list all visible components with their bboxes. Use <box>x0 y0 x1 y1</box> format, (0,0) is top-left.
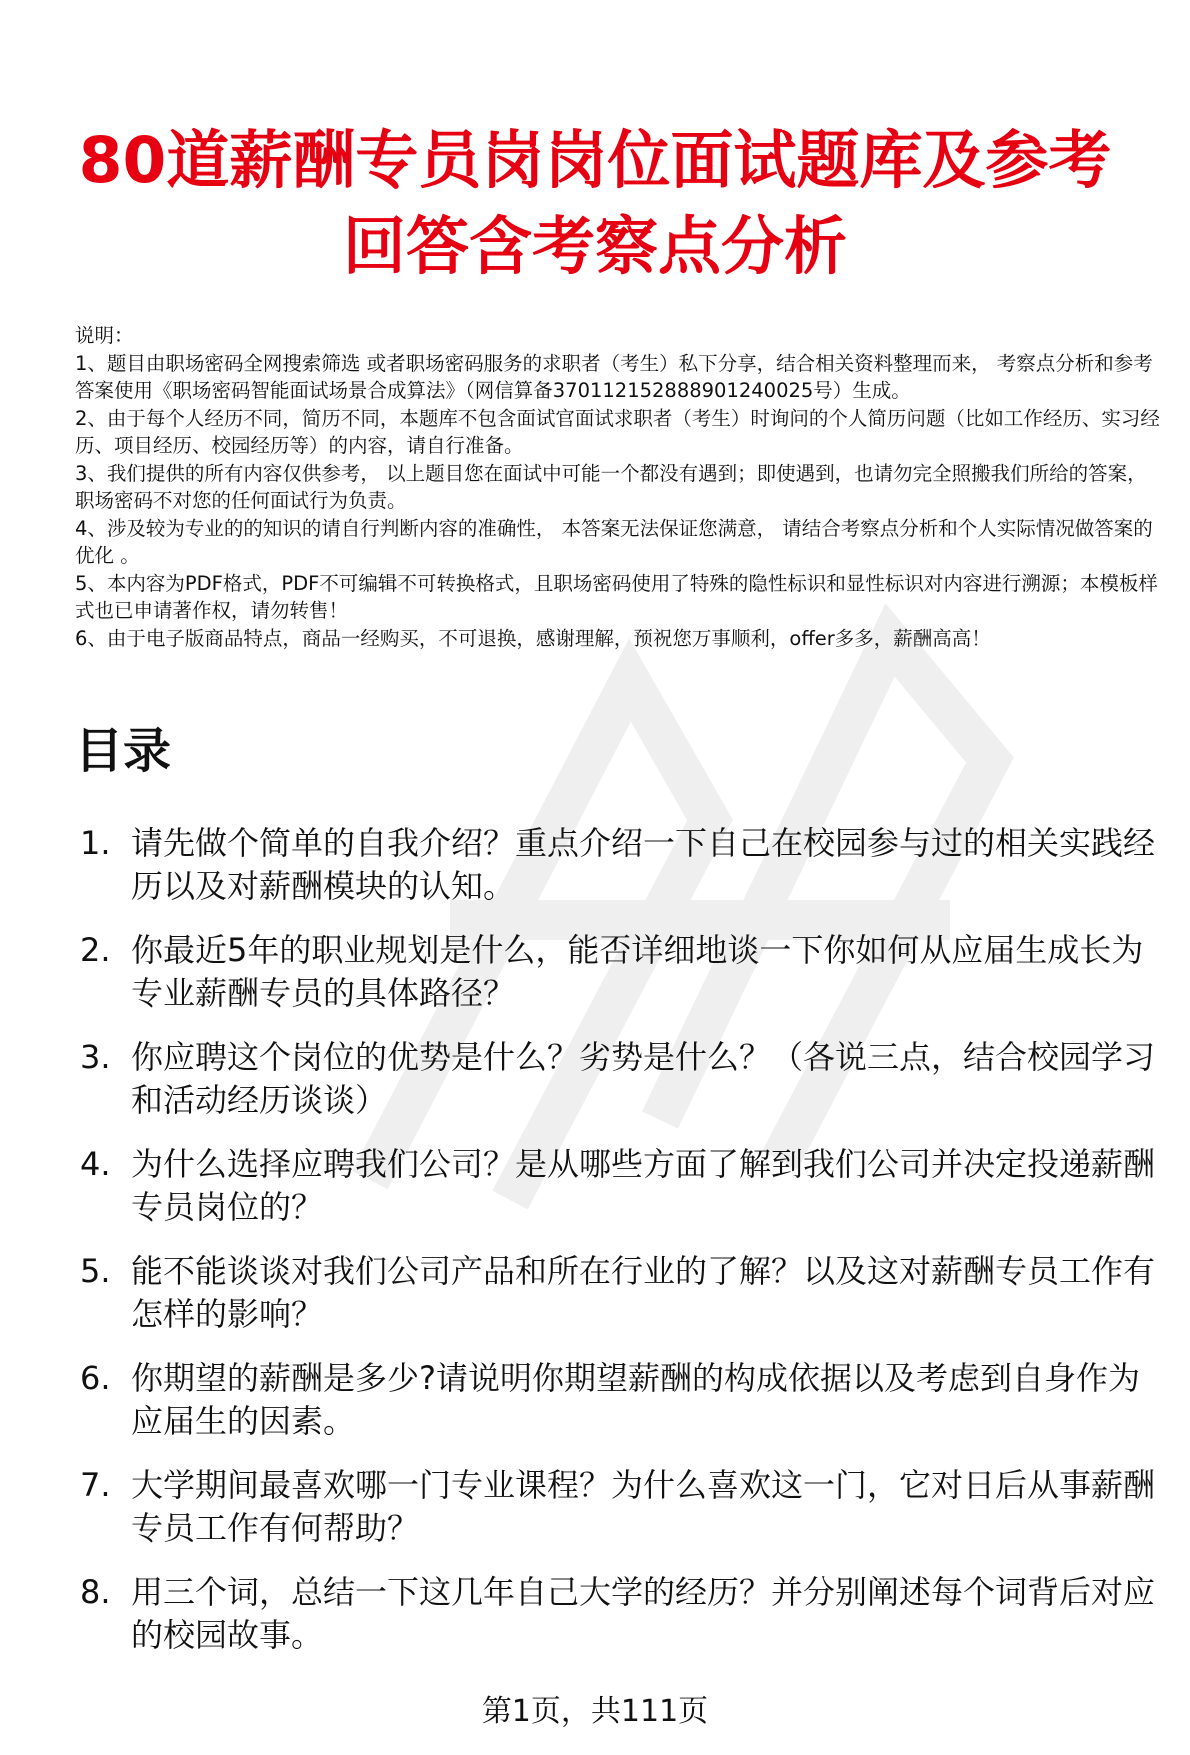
toc-item-text: 能不能谈谈对我们公司产品和所在行业的了解？以及这对薪酬专员工作有怎样的影响？ <box>131 1252 1156 1333</box>
toc-item-text: 大学期间最喜欢哪一门专业课程？为什么喜欢这一门，它对日后从事薪酬专员工作有何帮助？ <box>131 1466 1156 1547</box>
toc-item[interactable] <box>75 1250 1165 1336</box>
toc-item-text: 你应聘这个岗位的优势是什么？劣势是什么？（各说三点，结合校园学习和活动经历谈谈） <box>131 1038 1156 1119</box>
toc-item[interactable] <box>75 1571 1165 1657</box>
notes-section <box>75 322 1165 652</box>
toc-item[interactable] <box>75 1357 1165 1443</box>
toc-item-number: 2. <box>80 931 111 969</box>
note-item: 1、题目由职场密码全网搜索筛选 或者职场密码服务的求职者（考生）私下分享，结合相关资料整理而来， 考察点分析和参考答案使用《职场密码智能面试场景合成算法》（网信算备370112152888901240025号）生成。 <box>75 351 1153 402</box>
toc-item[interactable] <box>75 1143 1165 1229</box>
note-item: 2、由于每个人经历不同，简历不同，本题库不包含面试官面试求职者（考生）时询问的个人简历问题（比如工作经历、实习经历、项目经历、校园经历等）的内容，请自行准备。 <box>75 406 1160 457</box>
toc-heading: 目录 <box>75 723 172 779</box>
toc-item-number: 7. <box>80 1466 111 1504</box>
toc-item-number: 8. <box>80 1573 111 1611</box>
document-title: 80道薪酬专员岗岗位面试题库及参考回答含考察点分析 <box>78 124 1112 283</box>
toc-item-number: 3. <box>80 1038 111 1076</box>
toc-item-number: 4. <box>80 1145 111 1183</box>
toc-item[interactable] <box>75 1036 1165 1122</box>
note-item: 3、我们提供的所有内容仅供参考， 以上题目您在面试中可能一个都没有遇到；即使遇到，也请勿完全照搬我们所给的答案，职场密码不对您的任何面试行为负责。 <box>75 461 1147 512</box>
note-item: 5、本内容为PDF格式，PDF不可编辑不可转换格式，且职场密码使用了特殊的隐性标识和显性标识对内容进行溯源；本模板样式也已申请著作权，请勿转售！ <box>75 571 1158 622</box>
toc-item-text: 你期望的薪酬是多少?请说明你期望薪酬的构成依据以及考虑到自身作为应届生的因素。 <box>131 1359 1140 1440</box>
note-item: 6、由于电子版商品特点，商品一经购买，不可退换，感谢理解，预祝您万事顺利，offer多多，薪酬高高！ <box>75 626 991 650</box>
toc-item-text: 你最近5年的职业规划是什么，能否详细地谈一下你如何从应届生成长为专业薪酬专员的具体路径？ <box>131 931 1144 1012</box>
toc-item-text: 为什么选择应聘我们公司？是从哪些方面了解到我们公司并决定投递薪酬专员岗位的？ <box>131 1145 1156 1226</box>
toc-item-text: 请先做个简单的自我介绍？重点介绍一下自己在校园参与过的相关实践经历以及对薪酬模块的认知。 <box>131 824 1156 905</box>
notes-label: 说明： <box>75 324 134 347</box>
toc-item-text: 用三个词，总结一下这几年自己大学的经历？并分别阐述每个词背后对应的校园故事。 <box>131 1573 1156 1654</box>
toc-item[interactable] <box>75 822 1165 908</box>
toc-item[interactable] <box>75 929 1165 1015</box>
toc-item[interactable] <box>75 1464 1165 1550</box>
toc-item-number: 1. <box>80 824 111 862</box>
note-item: 4、涉及较为专业的的知识的请自行判断内容的准确性， 本答案无法保证您满意， 请结合考察点分析和个人实际情况做答案的优化 。 <box>75 516 1153 567</box>
toc-list <box>75 822 1165 1678</box>
page-footer: 第1页，共111页 <box>481 1694 709 1729</box>
toc-item-number: 5. <box>80 1252 111 1290</box>
toc-item-number: 6. <box>80 1359 111 1397</box>
